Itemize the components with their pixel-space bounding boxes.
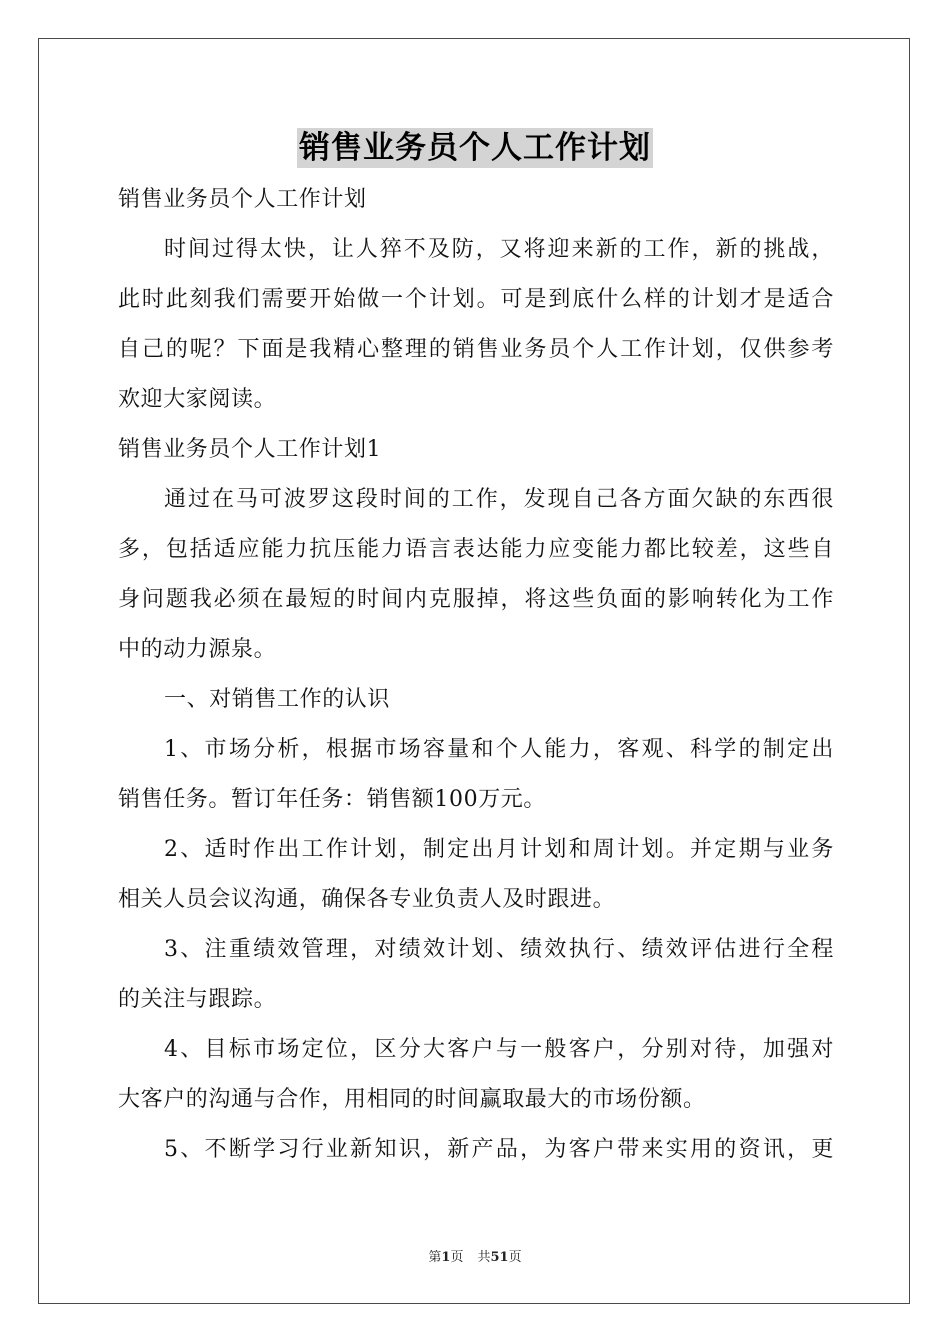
text-line: 身问题我必须在最短的时间内克服掉，将这些负面的影响转化为工作 [118, 587, 834, 612]
footer-page-prefix: 第 [428, 1250, 442, 1265]
text-line: 欢迎大家阅读。 [118, 387, 277, 412]
document-title: 销售业务员个人工作计划 [299, 130, 651, 166]
footer-page-number: 1 [441, 1250, 451, 1265]
document-body [118, 175, 834, 1175]
footer-page-suffix: 页 [450, 1250, 464, 1265]
text-line: 多，包括适应能力抗压能力语言表达能力应变能力都比较差，这些自 [118, 537, 834, 562]
text-line: 相关人员会议沟通，确保各专业负责人及时跟进。 [118, 887, 616, 912]
text-line: 的关注与跟踪。 [118, 987, 277, 1012]
title-container [0, 128, 950, 168]
footer-total-prefix: 共 [477, 1250, 491, 1265]
text-line: 销售业务员个人工作计划 [118, 187, 367, 212]
text-line: 大客户的沟通与合作，用相同的时间赢取最大的市场份额。 [118, 1087, 706, 1112]
footer-total-suffix: 页 [508, 1250, 522, 1265]
footer-total-pages: 51 [490, 1250, 509, 1265]
text-line: 2、适时作出工作计划，制定出月计划和周计划。并定期与业务 [164, 837, 834, 862]
text-line: 4、目标市场定位，区分大客户与一般客户，分别对待，加强对 [164, 1037, 834, 1062]
text-line: 时间过得太快，让人猝不及防，又将迎来新的工作，新的挑战， [164, 237, 834, 262]
text-line: 5、不断学习行业新知识，新产品，为客户带来实用的资讯，更 [164, 1137, 834, 1162]
page-footer [0, 1246, 950, 1265]
text-line: 此时此刻我们需要开始做一个计划。可是到底什么样的计划才是适合 [118, 287, 834, 312]
text-line: 中的动力源泉。 [118, 637, 277, 662]
text-line: 3、注重绩效管理，对绩效计划、绩效执行、绩效评估进行全程 [164, 937, 834, 962]
text-line: 销售业务员个人工作计划1 [118, 437, 382, 462]
text-line: 通过在马可波罗这段时间的工作，发现自己各方面欠缺的东西很 [164, 487, 834, 512]
text-line: 1、市场分析，根据市场容量和个人能力，客观、科学的制定出 [164, 737, 834, 762]
text-line: 销售任务。暂订年任务：销售额100万元。 [118, 787, 546, 812]
text-line: 自己的呢？下面是我精心整理的销售业务员个人工作计划，仅供参考 [118, 337, 834, 362]
text-line: 一、对销售工作的认识 [164, 687, 391, 712]
